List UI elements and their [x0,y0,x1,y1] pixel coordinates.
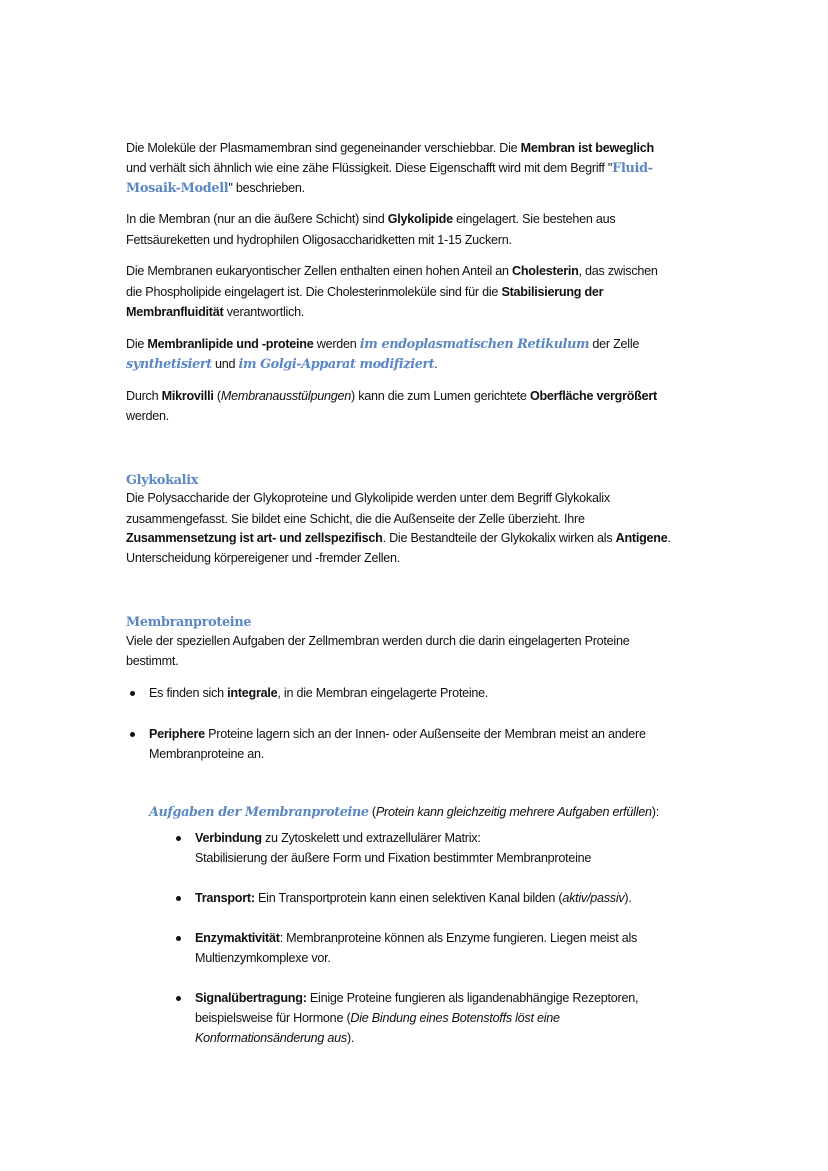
text-line [126,408,169,424]
bold-text: Stabilisierung der [501,285,604,299]
text-line [126,550,400,566]
text-line [149,746,264,762]
bold-text: Signalübertragung: [195,991,307,1005]
text-line [126,263,658,279]
bold-text: Membran ist beweglich [520,141,654,155]
text-line [195,990,638,1006]
text-line [126,180,305,197]
bold-text: Mikrovilli [161,389,214,403]
text-line [195,850,591,866]
heading-text: Fluid- [612,161,653,176]
bold-text: Membranlipide und -proteine [147,337,314,351]
bullet-icon [130,732,135,737]
text-line [126,140,654,156]
text-run: die Phospholipide eingelagert ist. Die Cholesterinmoleküle sind für die [126,285,502,299]
bold-text: Oberfläche vergrößert [529,389,657,403]
bold-text: integrale [227,686,278,700]
text-line [149,804,659,821]
text-run: ). [346,1031,355,1045]
text-line [195,830,481,846]
bold-text: Zusammensetzung ist art- und zellspezifisch [126,531,383,545]
text-line [126,530,671,546]
text-run: zu Zytoskelett und extrazellulärer Matrix: [261,831,481,845]
bold-text: Enzymaktivität [195,931,280,945]
text-run: , in die Membran eingelagerte Proteine. [277,686,489,700]
text-line [195,1010,560,1026]
bold-text: Periphere [149,727,205,741]
text-run: Die Membranen eukaryontischer Zellen enthalten einen hohen Anteil an [126,264,513,278]
text-run: der Zelle [589,337,640,351]
text-line [195,1030,354,1046]
bold-text: Membranfluidität [126,305,224,319]
highlighted-text: synthetisiert [126,357,212,372]
bullet-icon [176,896,181,901]
bold-text: Verbindung [195,831,262,845]
text-run: Viele der speziellen Aufgaben der Zellmembran werden durch die darin eingelagerten Proteine [126,634,630,648]
text-line [195,950,331,966]
text-run: ( [368,805,376,819]
italic-text: Membranausstülpungen [220,389,352,403]
text-run: . Die Bestandteile der Glykokalix wirken als [382,531,616,545]
text-run: Die [126,337,148,351]
text-line [126,336,639,353]
bullet-icon [176,996,181,1001]
text-run: werden. [126,409,170,423]
text-run: Die Moleküle der Plasmamembran sind gegeneinander verschiebbar. Die [126,141,521,155]
bullet-icon [176,936,181,941]
text-line [126,472,198,489]
text-run: , das zwischen [578,264,658,278]
text-run: Ein Transportprotein kann einen selektiven Kanal bilden ( [254,891,563,905]
text-line [126,284,603,300]
highlighted-text: im endoplasmatischen Retikulum [359,337,590,352]
text-line [149,685,488,701]
text-run: bestimmt. [126,654,179,668]
bold-text: Antigene [615,531,668,545]
text-line [126,511,585,527]
text-run: Multienzymkomplexe vor. [195,951,331,965]
text-line [195,930,637,946]
text-run: : Membranproteine können als Enzyme fungieren. Liegen meist als [279,931,638,945]
text-line [126,304,304,320]
text-run: ): [651,805,659,819]
text-run: und [211,357,239,371]
bold-text: Cholesterin [512,264,579,278]
bold-text: Glykolipide [387,212,453,226]
italic-text: aktiv/passiv [562,891,625,905]
bullet-icon [130,691,135,696]
italic-text: Konformationsänderung aus [195,1031,347,1045]
text-line [126,160,653,177]
text-line [149,726,646,742]
text-run: eingelagert. Sie bestehen aus [452,212,616,226]
text-run: beispielsweise für Hormone ( [195,1011,351,1025]
text-line [126,633,630,649]
italic-text: Protein kann gleichzeitig mehrere Aufgaben erfüllen [375,805,652,819]
bold-text: Transport: [195,891,255,905]
text-line [126,232,512,248]
text-run: Es finden sich [149,686,228,700]
text-run: In die Membran (nur an die äußere Schicht) sind [126,212,388,226]
text-line [195,890,632,906]
text-run: Die Polysaccharide der Glykoproteine und Glykolipide werden unter dem Begriff Glykokalix [126,491,610,505]
text-run: Einige Proteine fungieren als ligandenabhängige Rezeptoren, [306,991,639,1005]
text-run: Fettsäureketten und hydrophilen Oligosaccharidketten mit 1-15 Zuckern. [126,233,512,247]
text-run: Durch [126,389,162,403]
italic-text: Die Bindung eines Botenstoffs löst eine [350,1011,560,1025]
text-run: . [434,357,438,371]
text-run: " beschrieben. [228,181,305,195]
highlighted-text: im Golgi-Apparat modifiziert [238,357,435,372]
text-run: . [667,531,671,545]
text-run: Unterscheidung körpereigener und -fremder Zellen. [126,551,401,565]
highlighted-text: Aufgaben der Membranproteine [149,805,369,820]
text-line [126,211,615,227]
text-run: ). [624,891,632,905]
heading-text: Mosaik-Modell [126,181,229,196]
heading-text: Glykokalix [126,473,199,488]
text-run: zusammengefasst. Sie bildet eine Schicht, die die Außenseite der Zelle überzieht. Ihre [126,512,585,526]
text-run: Stabilisierung der äußere Form und Fixation bestimmter Membranproteine [195,851,592,865]
text-line [126,356,438,373]
text-run: und verhält sich ähnlich wie eine zähe Flüssigkeit. Diese Eigenschafft wird mit dem Begriff " [126,161,613,175]
text-line [126,614,251,631]
text-run: Proteine lagern sich an der Innen- oder Außenseite der Membran meist an andere [204,727,646,741]
text-run: ) kann die zum Lumen gerichtete [351,389,530,403]
text-run: ( [213,389,221,403]
text-run: werden [313,337,360,351]
text-run: verantwortlich. [223,305,305,319]
text-run: Membranproteine an. [149,747,264,761]
text-line [126,388,657,404]
heading-text: Membranproteine [126,615,252,630]
text-line [126,490,610,506]
bullet-icon [176,836,181,841]
text-line [126,653,178,669]
